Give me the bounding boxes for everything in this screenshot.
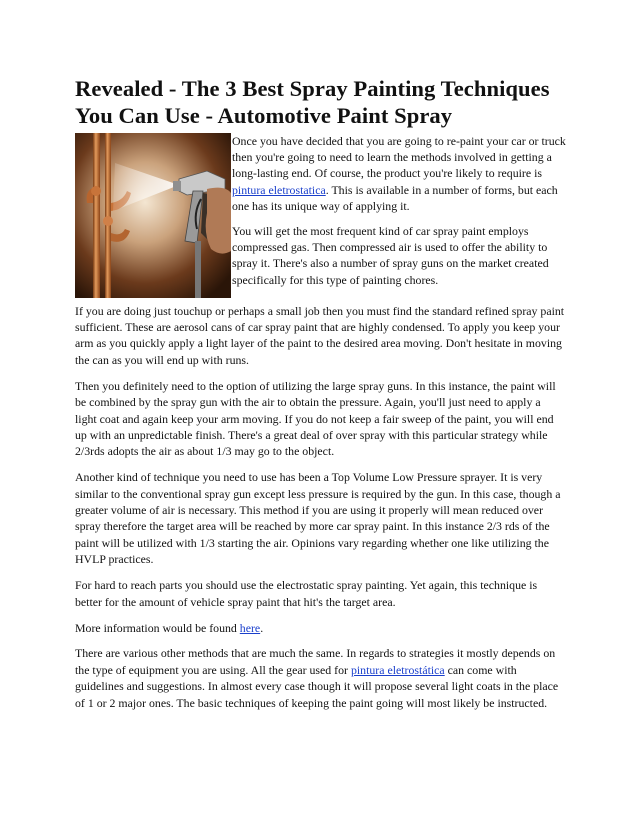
page-title: Revealed - The 3 Best Spray Painting Techniques You Can Use - Automotive Paint Spray (75, 76, 550, 128)
paragraph-touchup: If you are doing just touchup or perhaps a small job then you must find the standard refined spray paint sufficient. These are aerosol cans of car spray paint that are highly condensed. To apply you keep your arm as you quickly apply a light layer of the paint to the desired area moving. Don't hesitate in moving the can as you will end up with runs. (75, 303, 565, 367)
pintura-eletrostatica-link-2[interactable]: pintura eletrostática (350, 662, 445, 677)
paragraph-more-info: More information would be found here. (75, 620, 264, 635)
document-page (75, 76, 565, 711)
intro-paragraph-1: Once you have decided that you are going to re-paint your car or truck then you're going to need to learn the methods involved in getting a long-lasting end. Of course, the product you're likely to require is pintura eletrostatica. This is available in a number of forms, but each one has its unique way of applying it. (232, 133, 566, 214)
intro-text (232, 133, 568, 289)
intro-paragraph-2: You will get the most frequent kind of car spray paint employs compressed gas. Then compressed air is used to offer the ability to spray it. There's also a number of spray guns on the market created specifically for this type of painting chores. (232, 223, 549, 287)
paragraph-hvlp: Another kind of technique you need to use has been a Top Volume Low Pressure sprayer. It is very similar to the conventional spray gun except less pressure is required by the gun. In this case, though a greater volume of air is necessary. This method if you are using it properly will mean reduced over spray therefore the target area will be reached by more car spray paint. In this instance 2/3 rds of the paint will be utilized with 1/3 starting the air. Opinions vary regarding whether one like utilizing the HVLP practices. (75, 470, 561, 567)
spray-gun-photo (75, 133, 231, 298)
paragraph-electrostatic: For hard to reach parts you should use the electrostatic spray painting. Yet again, this technique is better for the amount of vehicle spray paint that hit's the target area. (75, 578, 538, 609)
paragraph-other-methods: There are various other methods that are much the same. In regards to strategies it mostly depends on the type of equipment you are using. All the gear used for pintura eletrostática can come with guidelines and suggestions. In almost every case though it will propose several light coats in the place of 1 or 2 major ones. The basic techniques of keeping the paint going will most likely be instructed. (75, 646, 559, 710)
paragraph-spray-guns: Then you definitely need to the option of utilizing the large spray guns. In this instance, the paint will be combined by the spray gun with the air to obtain the pressure. Again, you'll just need to apply a light coat and again keep your arm moving. If you do not keep a fair sweep of the paint, you will end up with an unpredictable finish. There's a great deal of over spray with this particular strategy while 2/3rds adopts the air as about 1/3 may go to the object. (75, 378, 556, 459)
here-link[interactable]: here (239, 620, 261, 635)
pintura-eletrostatica-link[interactable]: pintura eletrostatica (232, 182, 326, 197)
hand (206, 187, 231, 253)
article-body (75, 303, 565, 711)
copper-pipe-right (105, 133, 111, 298)
intro-section (75, 133, 565, 302)
copper-pipe-left (93, 133, 100, 298)
